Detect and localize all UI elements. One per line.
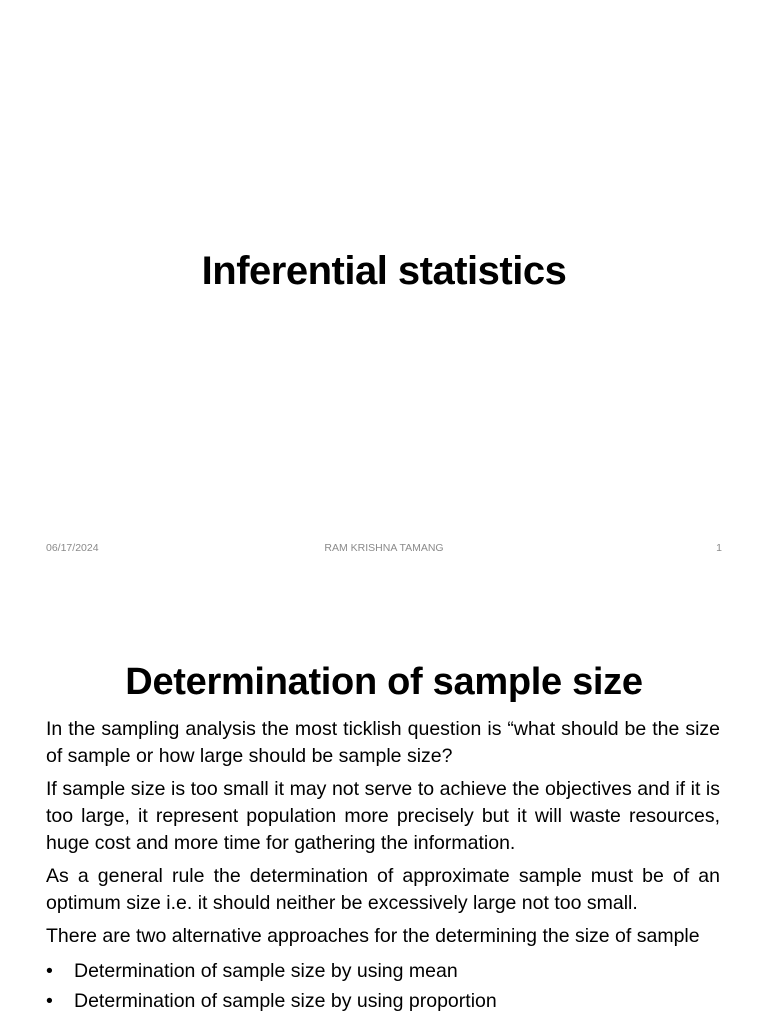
bullet-icon: • xyxy=(46,960,53,982)
slide-title: Determination of sample size xyxy=(125,660,643,703)
paragraph: In the sampling analysis the most ticklish question is “what should be the size of sample or how large should be sample size? xyxy=(46,718,720,767)
slide-body xyxy=(46,716,720,1016)
bullet-text: Determination of sample size by using mean xyxy=(74,960,458,982)
paragraph: There are two alternative approaches for the determining the size of sample xyxy=(46,925,700,947)
bullet-icon: • xyxy=(46,990,53,1012)
paragraph: If sample size is too small it may not serve to achieve the objectives and if it is too large, it represent population more precisely but it will waste resources, huge cost and more time for gathering the information. xyxy=(46,778,720,854)
footer-date: 06/17/2024 xyxy=(46,542,99,554)
slide-title: Inferential statistics xyxy=(201,248,567,293)
bullet-text: Determination of sample size by using proportion xyxy=(74,990,497,1012)
slide-2 xyxy=(0,576,768,1024)
paragraph: As a general rule the determination of approximate sample must be of an optimum size i.e. it should neither be excessively large not too small. xyxy=(46,865,720,914)
footer-author: RAM KRISHNA TAMANG xyxy=(324,542,444,554)
bullet-list xyxy=(46,956,720,1016)
footer-page-number: 1 xyxy=(716,542,722,554)
bullet-item xyxy=(46,956,720,986)
bullet-item xyxy=(46,986,720,1016)
